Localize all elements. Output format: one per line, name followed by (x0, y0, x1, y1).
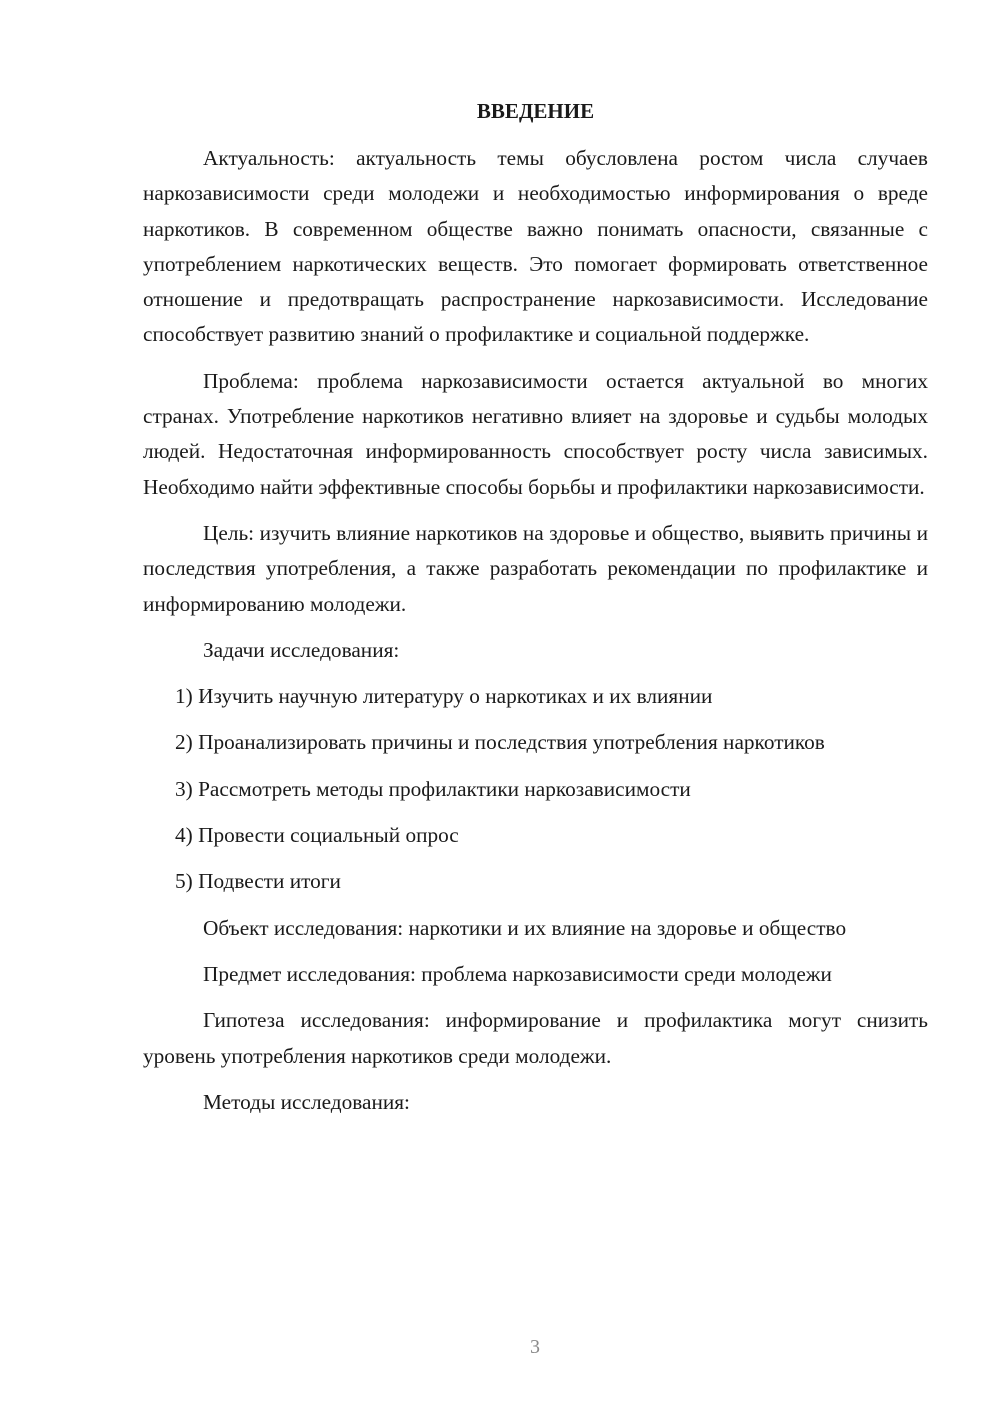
paragraph-object: Объект исследования: наркотики и их влияние на здоровье и общество (203, 915, 847, 940)
task-item: 5) Подвести итоги (175, 869, 341, 894)
task-item: 4) Провести социальный опрос (175, 823, 459, 848)
task-item: 3) Рассмотреть методы профилактики наркозависимости (175, 776, 691, 801)
paragraph-relevance: Актуальность: актуальность темы обусловлена ростом числа случаев наркозависимости среди молодежи и необходимостью информирования о вреде наркотиков. В современном обществе важно понимать опасности, связанные с употреблением наркотических веществ. Это помогает формировать ответственное отношение и предотвращать распространение наркозависимости. Исследование способствует развитию знаний о профилактике и социальной поддержке. (143, 146, 928, 347)
paragraph-methods: Методы исследования: (203, 1089, 410, 1114)
paragraph-tasks-heading: Задачи исследования: (203, 637, 400, 662)
task-item: 2) Проанализировать причины и последствия употребления наркотиков (175, 730, 825, 755)
page-number: 3 (530, 1336, 540, 1358)
section-title: ВВЕДЕНИЕ (476, 99, 595, 123)
page-content (143, 94, 928, 1131)
paragraph-subject: Предмет исследования: проблема наркозависимости среди молодежи (203, 961, 832, 986)
paragraph-goal: Цель: изучить влияние наркотиков на здоровье и общество, выявить причины и последствия употребления, а также разработать рекомендации по профилактике и информированию молодежи. (143, 520, 928, 616)
task-item: 1) Изучить научную литературу о наркотиках и их влиянии (175, 684, 713, 709)
paragraph-problem: Проблема: проблема наркозависимости остается актуальной во многих странах. Употребление наркотиков негативно влияет на здоровье и судьбы молодых людей. Недостаточная информированность способствует росту числа зависимых. Необходимо найти эффективные способы борьбы и профилактики наркозависимости. (143, 368, 928, 499)
paragraph-hypothesis: Гипотеза исследования: информирование и профилактика могут снизить уровень употребления наркотиков среди молодежи. (143, 1008, 928, 1068)
